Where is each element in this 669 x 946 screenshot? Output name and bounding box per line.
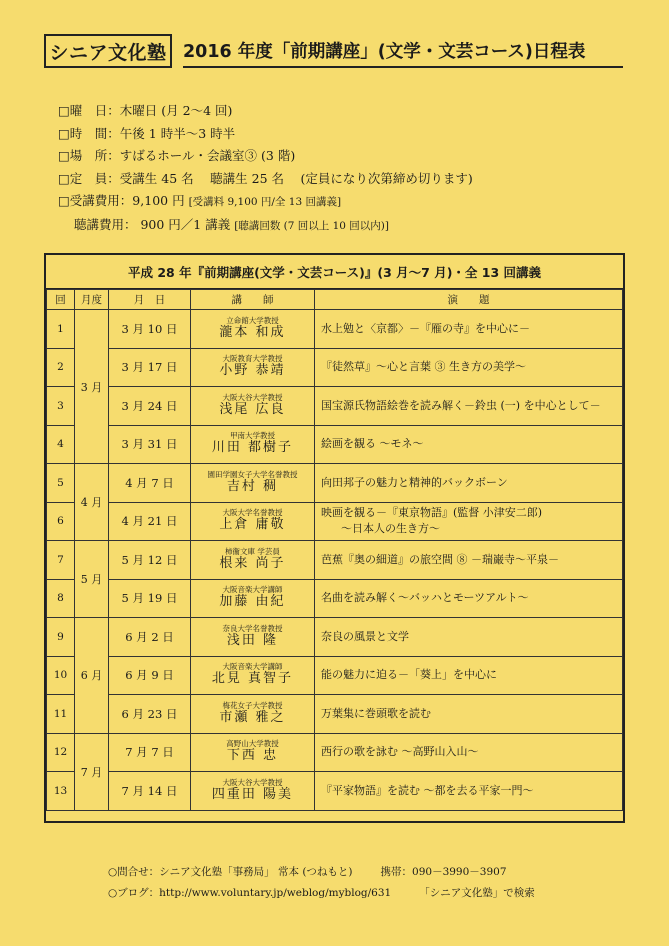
cell-no: 10 bbox=[47, 656, 75, 695]
table-row bbox=[47, 772, 623, 811]
lecturer-name: 小野 恭靖 bbox=[219, 363, 286, 379]
cell-month: 3 月 bbox=[75, 310, 109, 464]
footer-blog: ○ブログ：http://www.voluntary.jp/weblog/myblog/631 bbox=[108, 887, 392, 899]
topic-text: 奈良の風景と文学 bbox=[321, 629, 409, 643]
info-capacity: □定 員：受講生 45 名 聴講生 25 名 (定員になり次第締め切ります) bbox=[58, 170, 473, 186]
cell-date: 7 月 14 日 bbox=[109, 772, 191, 811]
cell-topic bbox=[315, 541, 623, 580]
info-time: □時 間：午後 1 時半～3 時半 bbox=[58, 125, 236, 141]
lecturer-name: 四重田 陽美 bbox=[211, 786, 294, 802]
table-row bbox=[47, 579, 623, 618]
table-header-row bbox=[47, 290, 623, 310]
table-row bbox=[47, 541, 623, 580]
lecturer-name: 吉村 稠 bbox=[226, 478, 279, 494]
lecturer-affiliation: 立命館大学教授 bbox=[226, 315, 279, 325]
cell-date: 3 月 24 日 bbox=[109, 387, 191, 426]
table-row bbox=[47, 733, 623, 772]
schedule-table bbox=[46, 289, 623, 811]
cell-month: 7 月 bbox=[75, 733, 109, 810]
schedule-title: 平成 28 年『前期講座(文学・文芸コース)』(3 月～7 月)・全 13 回講義 bbox=[46, 255, 623, 289]
cell-lecturer bbox=[191, 387, 315, 426]
header-date: 月 日 bbox=[109, 290, 191, 310]
lecturer-name: 市瀬 雅之 bbox=[219, 709, 286, 725]
footer-contact: ○問合せ：シニア文化塾「事務局」 常本 (つねもと) bbox=[108, 866, 353, 878]
cell-lecturer bbox=[191, 772, 315, 811]
fee-main-note: [受講料 9,100 円/全 13 回講義] bbox=[188, 196, 342, 209]
cell-topic bbox=[315, 502, 623, 541]
cell-date: 4 月 7 日 bbox=[109, 464, 191, 503]
topic-text: 水上勉と〈京都〉－『雁の寺』を中心に－ bbox=[321, 321, 530, 335]
table-row bbox=[47, 695, 623, 734]
schedule-box bbox=[44, 253, 625, 823]
lecturer-name: 下西 忠 bbox=[226, 748, 279, 764]
logo: シニア文化塾 bbox=[44, 34, 172, 68]
cell-topic bbox=[315, 656, 623, 695]
footer-phone: 携帯：090－3990－3907 bbox=[380, 866, 507, 878]
fee-main: □受講費用：9,100 円 bbox=[58, 193, 185, 209]
lecturer-affiliation: 甲南大学教授 bbox=[230, 431, 275, 441]
info-day: □曜 日：木曜日 (月 2～4 回) bbox=[58, 103, 233, 118]
cell-lecturer bbox=[191, 425, 315, 464]
cell-no: 6 bbox=[47, 502, 75, 541]
lecturer-name: 根来 尚子 bbox=[219, 555, 286, 571]
lecturer-affiliation: 大阪音楽大学講師 bbox=[222, 585, 283, 595]
cell-lecturer bbox=[191, 695, 315, 734]
lecturer-name: 浅尾 広良 bbox=[219, 401, 286, 417]
cell-topic bbox=[315, 425, 623, 464]
table-row bbox=[47, 618, 623, 657]
lecturer-name: 川田 都樹子 bbox=[211, 440, 294, 456]
cell-topic bbox=[315, 387, 623, 426]
table-row bbox=[47, 348, 623, 387]
lecturer-name: 加藤 由紀 bbox=[219, 594, 286, 610]
cell-no: 12 bbox=[47, 733, 75, 772]
cell-topic bbox=[315, 348, 623, 387]
cell-lecturer bbox=[191, 348, 315, 387]
topic-text: 名曲を読み解く～バッハとモーツアルト～ bbox=[321, 591, 529, 605]
cell-no: 11 bbox=[47, 695, 75, 734]
cell-date: 3 月 10 日 bbox=[109, 310, 191, 349]
topic-text: 国宝源氏物語絵巻を読み解く－鈴虫 (一) を中心として－ bbox=[321, 398, 601, 412]
footer-search: 「シニア文化塾」で検索 bbox=[419, 887, 535, 899]
lecturer-name: 瀧本 和成 bbox=[219, 324, 286, 340]
cell-date: 3 月 17 日 bbox=[109, 348, 191, 387]
cell-lecturer bbox=[191, 464, 315, 503]
cell-no: 9 bbox=[47, 618, 75, 657]
header-month: 月度 bbox=[75, 290, 109, 310]
cell-no: 7 bbox=[47, 541, 75, 580]
table-row bbox=[47, 310, 623, 349]
fee-audit-note: [聴講回数 (7 回以上 10 回以内)] bbox=[234, 219, 389, 232]
cell-topic bbox=[315, 464, 623, 503]
info-place: □場 所：すばるホール・会議室③ (3 階) bbox=[58, 148, 296, 164]
footer bbox=[108, 862, 535, 904]
lecturer-affiliation: 大阪大谷大学教授 bbox=[222, 777, 283, 787]
info-fee-main bbox=[58, 190, 473, 214]
lecturer-name: 北見 真智子 bbox=[211, 671, 294, 687]
topic-text: 映画を観る－『東京物語』(監督 小津安二郎) bbox=[321, 506, 543, 520]
header-no: 回 bbox=[47, 290, 75, 310]
cell-no: 13 bbox=[47, 772, 75, 811]
lecturer-affiliation: 大阪教育大学教授 bbox=[222, 354, 283, 364]
table-row bbox=[47, 387, 623, 426]
cell-lecturer bbox=[191, 579, 315, 618]
cell-date: 6 月 9 日 bbox=[109, 656, 191, 695]
cell-lecturer bbox=[191, 656, 315, 695]
lecturer-affiliation: 園田学園女子大学名誉教授 bbox=[207, 469, 298, 479]
cell-lecturer bbox=[191, 541, 315, 580]
table-row bbox=[47, 464, 623, 503]
cell-date: 7 月 7 日 bbox=[109, 733, 191, 772]
lecturer-affiliation: 柿衞文庫 学芸員 bbox=[225, 546, 280, 556]
topic-text: 西行の歌を詠む ～高野山入山～ bbox=[321, 745, 479, 759]
cell-topic bbox=[315, 695, 623, 734]
cell-no: 2 bbox=[47, 348, 75, 387]
cell-lecturer bbox=[191, 502, 315, 541]
topic-text: 万葉集に巻頭歌を読む bbox=[321, 706, 431, 720]
fee-audit: 聴講費用： 900 円／1 講義 bbox=[74, 216, 231, 232]
cell-date: 3 月 31 日 bbox=[109, 425, 191, 464]
cell-topic bbox=[315, 733, 623, 772]
topic-subtext: ～日本人の生き方～ bbox=[341, 522, 440, 536]
table-row bbox=[47, 502, 623, 541]
header-topic: 演 題 bbox=[315, 290, 623, 310]
cell-lecturer bbox=[191, 618, 315, 657]
topic-text: 『徒然草』～心と言葉 ③ 生き方の美学～ bbox=[321, 360, 526, 374]
lecturer-affiliation: 大阪音楽大学講師 bbox=[222, 662, 283, 672]
lecturer-name: 上倉 庸敬 bbox=[219, 517, 286, 533]
lecturer-affiliation: 奈良大学名誉教授 bbox=[222, 623, 283, 633]
cell-lecturer bbox=[191, 733, 315, 772]
cell-month: 4 月 bbox=[75, 464, 109, 541]
cell-date: 4 月 21 日 bbox=[109, 502, 191, 541]
lecturer-name: 浅田 隆 bbox=[226, 632, 279, 648]
cell-no: 8 bbox=[47, 579, 75, 618]
topic-text: 向田邦子の魅力と精神的バックボーン bbox=[321, 475, 508, 489]
page-title: 2016 年度「前期講座」(文学・文芸コース)日程表 bbox=[183, 38, 623, 68]
table-row bbox=[47, 425, 623, 464]
info-fee-audit bbox=[58, 214, 473, 238]
cell-topic bbox=[315, 772, 623, 811]
cell-date: 5 月 12 日 bbox=[109, 541, 191, 580]
cell-no: 1 bbox=[47, 310, 75, 349]
lecturer-affiliation: 大阪大学名誉教授 bbox=[222, 508, 283, 518]
table-body bbox=[47, 310, 623, 811]
lecturer-affiliation: 高野山大学教授 bbox=[226, 739, 279, 749]
topic-text: 『平家物語』を読む ～都を去る平家一門～ bbox=[321, 783, 534, 797]
cell-date: 6 月 23 日 bbox=[109, 695, 191, 734]
course-info bbox=[58, 100, 473, 238]
cell-month: 5 月 bbox=[75, 541, 109, 618]
cell-no: 3 bbox=[47, 387, 75, 426]
table-row bbox=[47, 656, 623, 695]
lecturer-affiliation: 大阪大谷大学教授 bbox=[222, 392, 283, 402]
topic-text: 能の魅力に迫る－「葵上」を中心に bbox=[321, 668, 497, 682]
cell-topic bbox=[315, 618, 623, 657]
cell-no: 5 bbox=[47, 464, 75, 503]
lecturer-affiliation: 梅花女子大学教授 bbox=[222, 700, 283, 710]
cell-lecturer bbox=[191, 310, 315, 349]
header-lecturer: 講 師 bbox=[191, 290, 315, 310]
cell-month: 6 月 bbox=[75, 618, 109, 734]
cell-topic bbox=[315, 310, 623, 349]
topic-text: 芭蕉『奥の細道』の旅空間 ⑧ －瑞巌寺～平泉－ bbox=[321, 552, 559, 566]
cell-date: 5 月 19 日 bbox=[109, 579, 191, 618]
cell-no: 4 bbox=[47, 425, 75, 464]
cell-topic bbox=[315, 579, 623, 618]
topic-text: 絵画を観る ～モネ～ bbox=[321, 437, 424, 451]
cell-date: 6 月 2 日 bbox=[109, 618, 191, 657]
